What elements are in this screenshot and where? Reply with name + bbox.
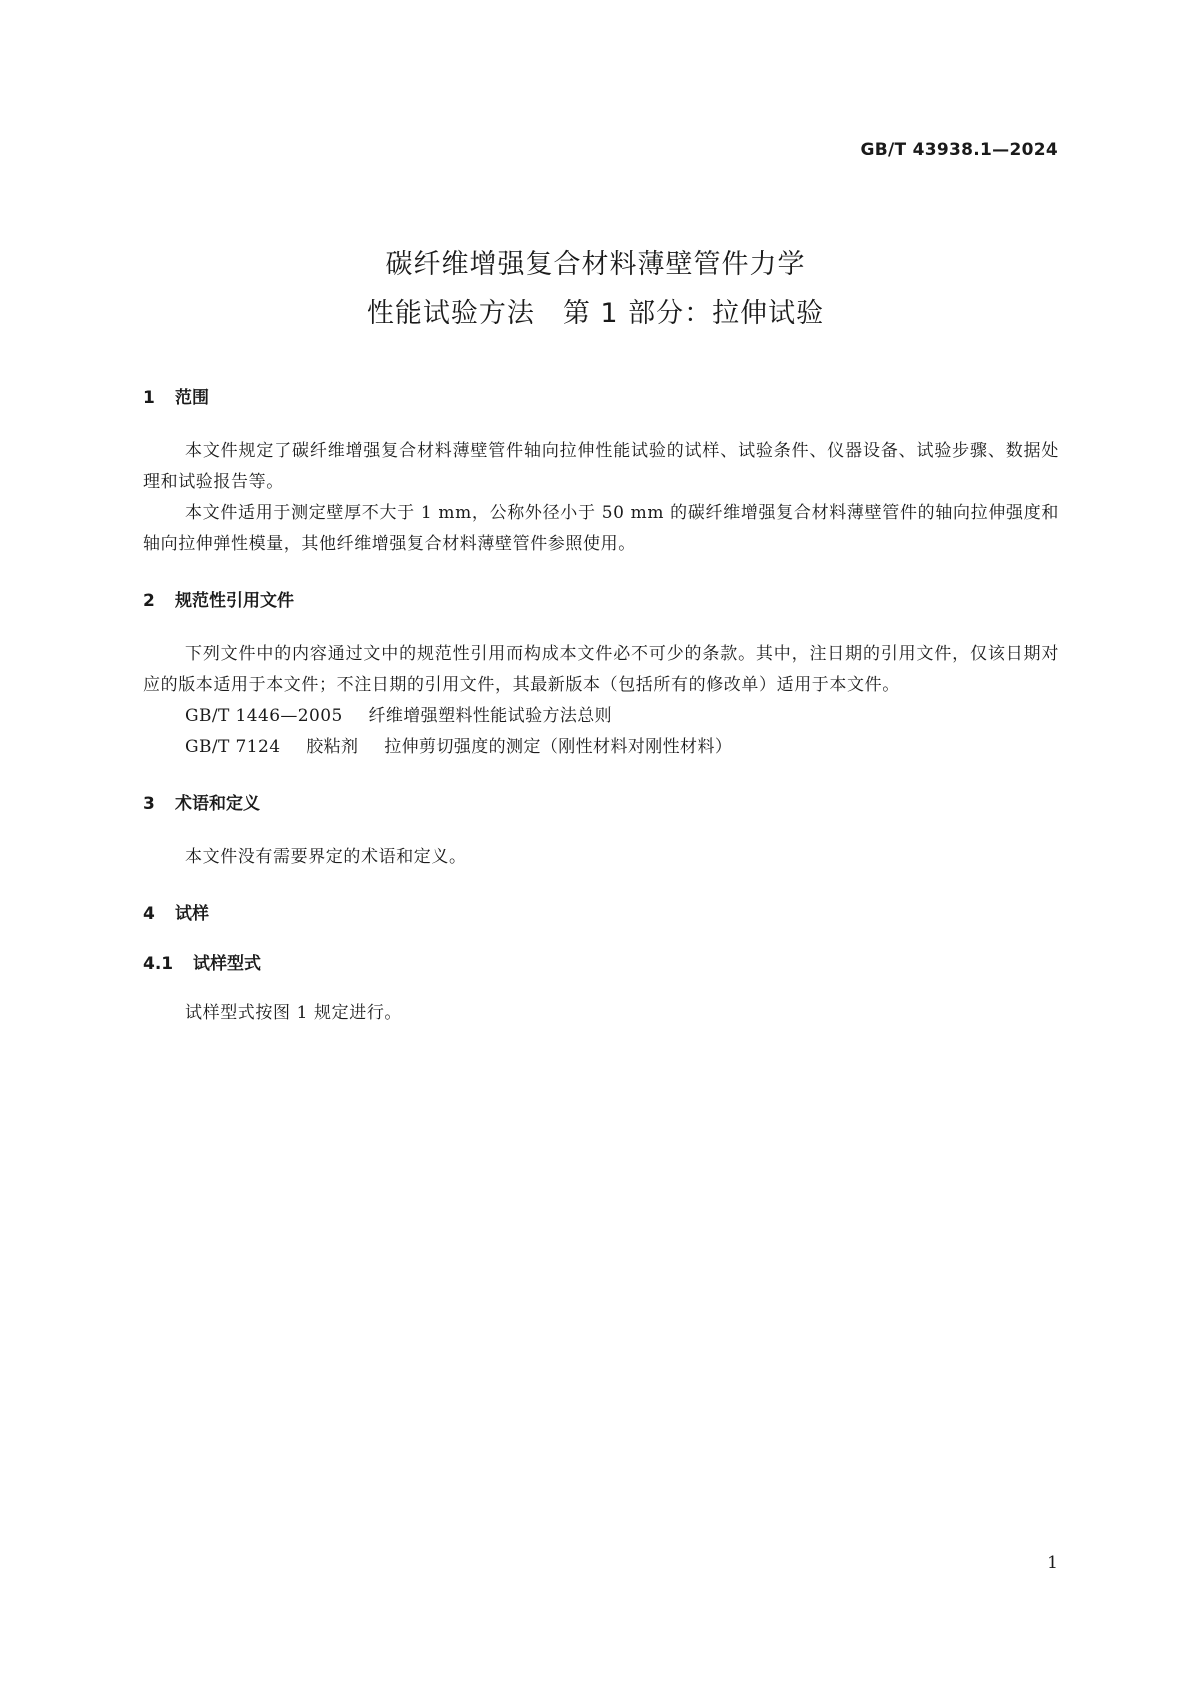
section-1-heading bbox=[143, 386, 1059, 410]
reference-title-part-b: 拉伸剪切强度的测定（刚性材料对刚性材料） bbox=[384, 737, 733, 757]
section-title: 规范性引用文件 bbox=[175, 591, 294, 611]
normative-references-paragraph: 下列文件中的内容通过文中的规范性引用而构成本文件必不可少的条款。其中，注日期的引用文件，仅该日期对应的版本适用于本文件；不注日期的引用文件，其最新版本（包括所有的修改单）适用于本文件。 bbox=[143, 644, 1059, 695]
page-number: 1 bbox=[1047, 1553, 1058, 1573]
title-line-1: 碳纤维增强复合材料薄壁管件力学 bbox=[385, 249, 806, 280]
reference-title: 纤维增强塑料性能试验方法总则 bbox=[368, 706, 613, 726]
standard-code: GB/T 43938.1—2024 bbox=[860, 140, 1058, 160]
terms-paragraph: 本文件没有需要界定的术语和定义。 bbox=[185, 847, 467, 867]
section-number: 1 bbox=[143, 388, 155, 408]
subsection-title: 试样型式 bbox=[193, 954, 261, 974]
section-title: 术语和定义 bbox=[175, 794, 260, 814]
specimen-type-paragraph: 试样型式按图 1 规定进行。 bbox=[185, 1003, 403, 1023]
reference-item-2 bbox=[185, 732, 1059, 763]
document-title bbox=[0, 240, 1191, 338]
section-number: 4 bbox=[143, 904, 155, 924]
reference-code: GB/T 7124 bbox=[185, 737, 281, 757]
section-number: 3 bbox=[143, 794, 155, 814]
subsection-4-1-heading bbox=[143, 952, 1059, 976]
section-number: 2 bbox=[143, 591, 155, 611]
section-title: 试样 bbox=[175, 904, 209, 924]
scope-paragraph-1: 本文件规定了碳纤维增强复合材料薄壁管件轴向拉伸性能试验的试样、试验条件、仪器设备、试验步骤、数据处理和试验报告等。 bbox=[143, 441, 1059, 492]
section-title: 范围 bbox=[175, 388, 209, 408]
reference-code: GB/T 1446—2005 bbox=[185, 706, 343, 726]
scope-paragraph-2: 本文件适用于测定壁厚不大于 1 mm，公称外径小于 50 mm 的碳纤维增强复合材料薄壁管件的轴向拉伸强度和轴向拉伸弹性模量，其他纤维增强复合材料薄壁管件参照使用。 bbox=[143, 503, 1059, 554]
subsection-number: 4.1 bbox=[143, 954, 174, 974]
section-4-heading bbox=[143, 902, 1059, 926]
reference-title-part-a: 胶粘剂 bbox=[306, 737, 359, 757]
section-3-heading bbox=[143, 792, 1059, 816]
section-2-heading bbox=[143, 589, 1059, 613]
reference-item-1 bbox=[185, 701, 1059, 732]
title-line-2: 性能试验方法 第 1 部分：拉伸试验 bbox=[366, 298, 825, 329]
document-body bbox=[143, 386, 1059, 1029]
